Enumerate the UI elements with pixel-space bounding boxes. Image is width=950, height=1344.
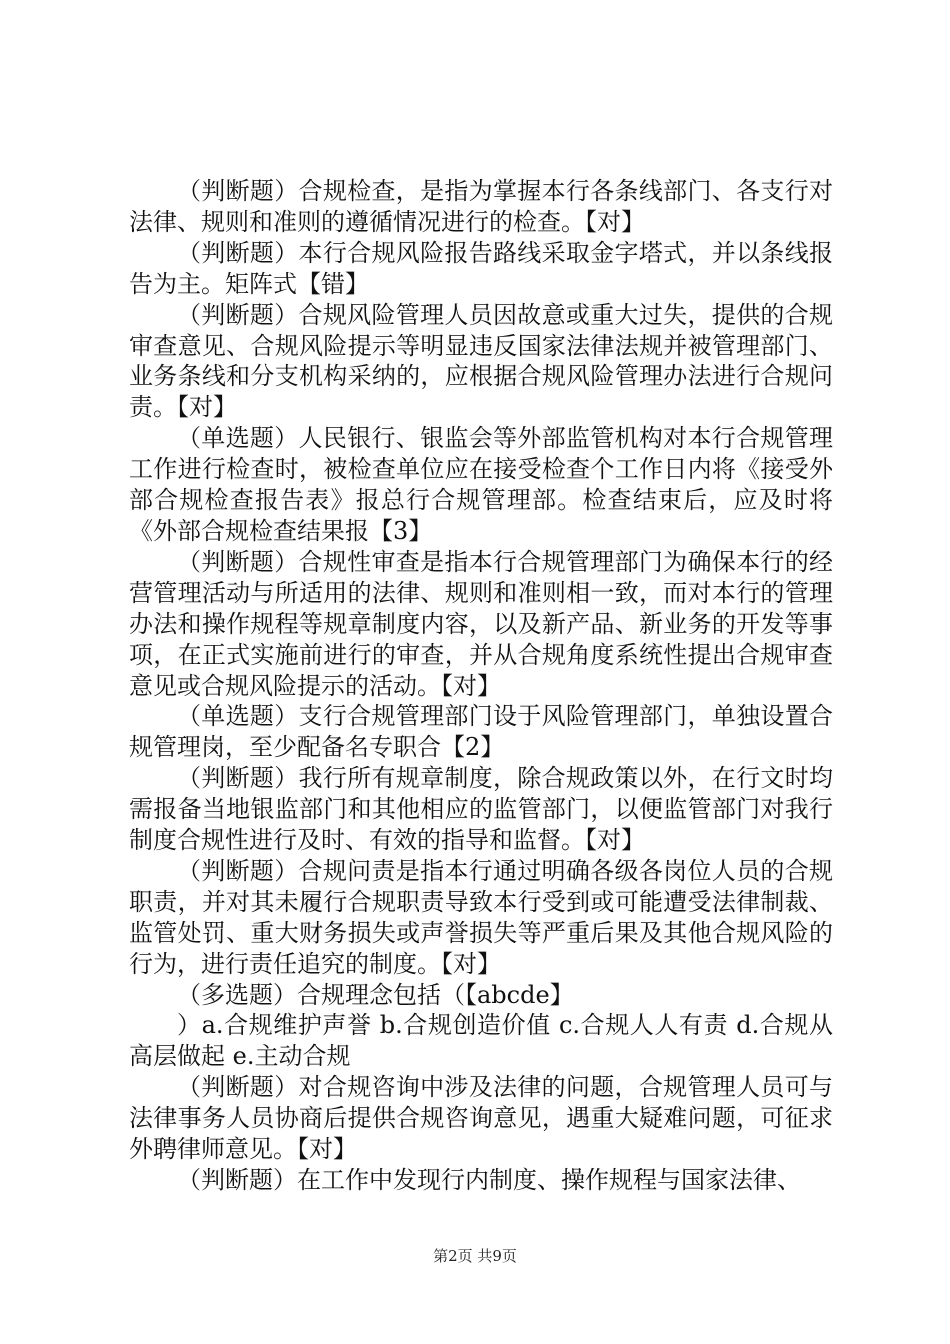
document-body: [129, 176, 833, 1196]
paragraph-8: （判断题）合规问责是指本行通过明确各级各岗位人员的合规职责，并对其未履行合规职责导致本行受到或可能遭受法律制裁、监管处罚、重大财务损失或声誉损失等严重后果及其他合规风险的行为，进行责任追究的制度。【对】: [129, 856, 833, 978]
paragraph-4: （单选题）人民银行、银监会等外部监管机构对本行合规管理工作进行检查时，被检查单位应在接受检查个工作日内将《接受外部合规检查报告表》报总行合规管理部。检查结束后，应及时将《外部合规检查结果报【3】: [129, 424, 833, 545]
paragraph-11: （判断题）对合规咨询中涉及法律的问题，合规管理人员可与法律事务人员协商后提供合规咨询意见，遇重大疑难问题，可征求外聘律师意见。【对】: [129, 1073, 833, 1164]
paragraph-5: （判断题）合规性审查是指本行合规管理部门为确保本行的经营管理活动与所适用的法律、规则和准则相一致，而对本行的管理办法和操作规程等规章制度内容，以及新产品、新业务的开发等事项，在正式实施前进行的审查，并从合规角度系统性提出合规审查意见或合规风险提示的活动。【对】: [129, 547, 833, 700]
paragraph-2: （判断题）本行合规风险报告路线采取金字塔式，并以条线报告为主。矩阵式【错】: [129, 238, 833, 298]
paragraph-10: ）a.合规维护声誉 b.合规创造价值 c.合规人人有责 d.合规从高层做起 e.主动合规: [129, 1011, 833, 1071]
paragraph-3: （判断题）合规风险管理人员因故意或重大过失，提供的合规审查意见、合规风险提示等明显违反国家法律法规并被管理部门、业务条线和分支机构采纳的，应根据合规风险管理办法进行合规问责。【对】: [129, 300, 833, 422]
paragraph-6: （单选题）支行合规管理部门设于风险管理部门，单独设置合规管理岗，至少配备名专职合【2】: [129, 702, 833, 762]
paragraph-7: （判断题）我行所有规章制度，除合规政策以外，在行文时均需报备当地银监部门和其他相应的监管部门，以便监管部门对我行制度合规性进行及时、有效的指导和监督。【对】: [129, 764, 833, 855]
page-footer: 第2页 共9页: [433, 1247, 517, 1265]
paragraph-1: （判断题）合规检查，是指为掌握本行各条线部门、各支行对法律、规则和准则的遵循情况进行的检查。【对】: [129, 177, 833, 236]
paragraph-9: （多选题）合规理念包括（【abcde】: [177, 980, 574, 1009]
paragraph-12: （判断题）在工作中发现行内制度、操作规程与国家法律、: [177, 1166, 801, 1194]
